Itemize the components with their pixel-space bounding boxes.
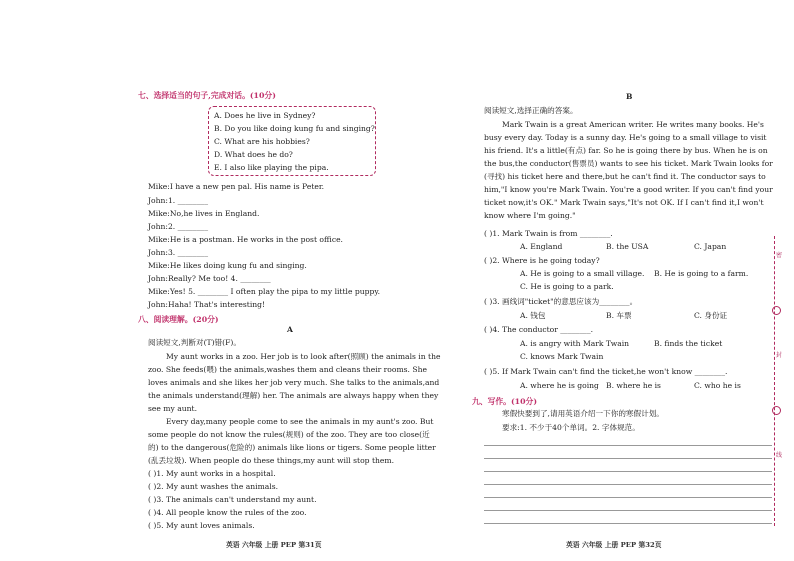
dialog-line: Mike:No,he lives in England. xyxy=(148,209,260,218)
section-8-heading: 八、阅读理解。(20分) xyxy=(138,315,219,324)
passage-line: his friend. It's a little(有点) far. So he is going there by bus. When he is on xyxy=(484,146,768,155)
passage-line: 的) to the dangerous(危险的) animals like lions or tigers. Some people litter xyxy=(148,443,436,452)
margin-char: 密 xyxy=(776,252,783,259)
dialog-line: John:Really? Me too! 4. ________ xyxy=(148,274,271,283)
passage-line: know where I'm going." xyxy=(484,211,576,220)
section-9-heading: 九、写作。(10分) xyxy=(472,397,538,406)
part-b-instruction: 阅读短文,选择正确的答案。 xyxy=(484,106,578,115)
mc-option: A. where he is going xyxy=(520,381,599,390)
passage-line: see my aunt. xyxy=(148,404,197,413)
passage-line: (乱丢垃圾). When people do these things,my aunt will stop them. xyxy=(148,456,394,465)
passage-line: Mark Twain is a great American writer. He writes many books. He's xyxy=(502,120,764,129)
part-a-instruction: 阅读短文,判断对(T)错(F)。 xyxy=(148,338,241,347)
passage-line: zoo. She feeds(喂) the animals,washes them and cleans their rooms. She xyxy=(148,365,427,374)
writing-line[interactable] xyxy=(484,523,772,524)
dialog-line: John:3. ________ xyxy=(148,248,208,257)
mc-option: A. 钱包 xyxy=(520,311,546,320)
writing-prompt: 寒假快要到了,请用英语介绍一下你的寒假计划。 xyxy=(502,409,664,418)
passage-line: loves animals and she likes her job very much. She talks to the animals,and xyxy=(148,378,440,387)
writing-line[interactable] xyxy=(484,484,772,485)
dialog-line: John:Haha! That's interesting! xyxy=(148,300,266,309)
passage-line: My aunt works in a zoo. Her job is to look after(照顾) the animals in the xyxy=(166,352,441,361)
passage-line: Every day,many people come to see the animals in my aunt's zoo. But xyxy=(166,417,434,426)
mc-option: A. He is going to a small village. xyxy=(520,269,645,278)
option-b: B. Do you like doing kung fu and singing? xyxy=(214,124,375,133)
part-a-label: A xyxy=(287,325,293,334)
passage-line: the bus,the conductor(售票员) wants to see his ticket. Mark Twain looks for xyxy=(484,159,773,168)
tf-question: ( )2. My aunt washes the animals. xyxy=(148,482,279,491)
tf-question: ( )3. The animals can't understand my aunt. xyxy=(148,495,317,504)
mc-option: A. England xyxy=(520,242,563,251)
mc-option: B. 车票 xyxy=(606,311,632,320)
mc-option: C. 身份证 xyxy=(694,311,728,320)
binding-cut-line xyxy=(774,236,775,526)
dialog-line: Mike:I have a new pen pal. His name is Peter. xyxy=(148,182,325,191)
margin-char: 线 xyxy=(776,452,783,459)
dialog-line: Mike:He is a postman. He works in the post office. xyxy=(148,235,343,244)
mc-option: C. He is going to a park. xyxy=(520,282,614,291)
passage-line: (寻找) his ticket here and there,but he can't find it. The conductor says to xyxy=(484,172,766,181)
mc-option: C. who he is xyxy=(694,381,741,390)
part-b-label: B xyxy=(626,92,633,101)
mc-option: B. where he is xyxy=(606,381,661,390)
passage-line: the animals understand(理解) her. The animals are always happy when they xyxy=(148,391,439,400)
binding-ring-icon xyxy=(772,406,781,415)
mc-option: C. knows Mark Twain xyxy=(520,352,604,361)
mc-question: ( )1. Mark Twain is from ________. xyxy=(484,229,613,238)
mc-option: A. is angry with Mark Twain xyxy=(520,339,630,348)
option-a: A. Does he live in Sydney? xyxy=(214,111,316,120)
writing-requirements: 要求:1. 不少于40个单词。2. 字体规范。 xyxy=(502,423,640,432)
section-7-heading: 七、选择适当的句子,完成对话。(10分) xyxy=(138,91,276,100)
dialog-line: John:2. ________ xyxy=(148,222,208,231)
writing-line[interactable] xyxy=(484,497,772,498)
right-page-footer: 英语 六年级 上册 PEP 第32页 xyxy=(566,541,662,549)
passage-line: ticket now,it's OK." Mark Twain says,"It's not OK. If I can't find it,I won't xyxy=(484,198,764,207)
writing-line[interactable] xyxy=(484,510,772,511)
passage-line: busy every day. Today is a sunny day. He's going to a small village to visit xyxy=(484,133,767,142)
option-d: D. What does he do? xyxy=(214,150,293,159)
mc-question: ( )3. 画线词"ticket"的意思应该为________。 xyxy=(484,297,638,306)
binding-ring-icon xyxy=(772,306,781,315)
passage-line: him,"I know you're Mark Twain. You're a good writer. If you can't find your xyxy=(484,185,773,194)
mc-question: ( )2. Where is he going today? xyxy=(484,256,600,265)
mc-option: B. finds the ticket xyxy=(654,339,723,348)
mc-option: C. Japan xyxy=(694,242,727,251)
mc-option: B. the USA xyxy=(606,242,649,251)
writing-line[interactable] xyxy=(484,458,772,459)
dialog-line: Mike:He likes doing kung fu and singing. xyxy=(148,261,307,270)
option-e: E. I also like playing the pipa. xyxy=(214,163,329,172)
option-c: C. What are his hobbies? xyxy=(214,137,310,146)
tf-question: ( )5. My aunt loves animals. xyxy=(148,521,255,530)
mc-question: ( )4. The conductor ________. xyxy=(484,325,594,334)
mc-question: ( )5. If Mark Twain can't find the ticket,he won't know ________. xyxy=(484,367,728,376)
margin-char: 封 xyxy=(776,352,783,359)
writing-line[interactable] xyxy=(484,471,772,472)
passage-line: some people do not know the rules(规则) of the zoo. They are too close(近 xyxy=(148,430,430,439)
dialog-line: Mike:Yes! 5. ________ I often play the pipa to my little puppy. xyxy=(148,287,381,296)
mc-option: B. He is going to a farm. xyxy=(654,269,749,278)
tf-question: ( )4. All people know the rules of the zoo. xyxy=(148,508,307,517)
tf-question: ( )1. My aunt works in a hospital. xyxy=(148,469,276,478)
writing-line[interactable] xyxy=(484,445,772,446)
dialog-line: John:1. ________ xyxy=(148,196,208,205)
left-page-footer: 英语 六年级 上册 PEP 第31页 xyxy=(226,541,322,549)
